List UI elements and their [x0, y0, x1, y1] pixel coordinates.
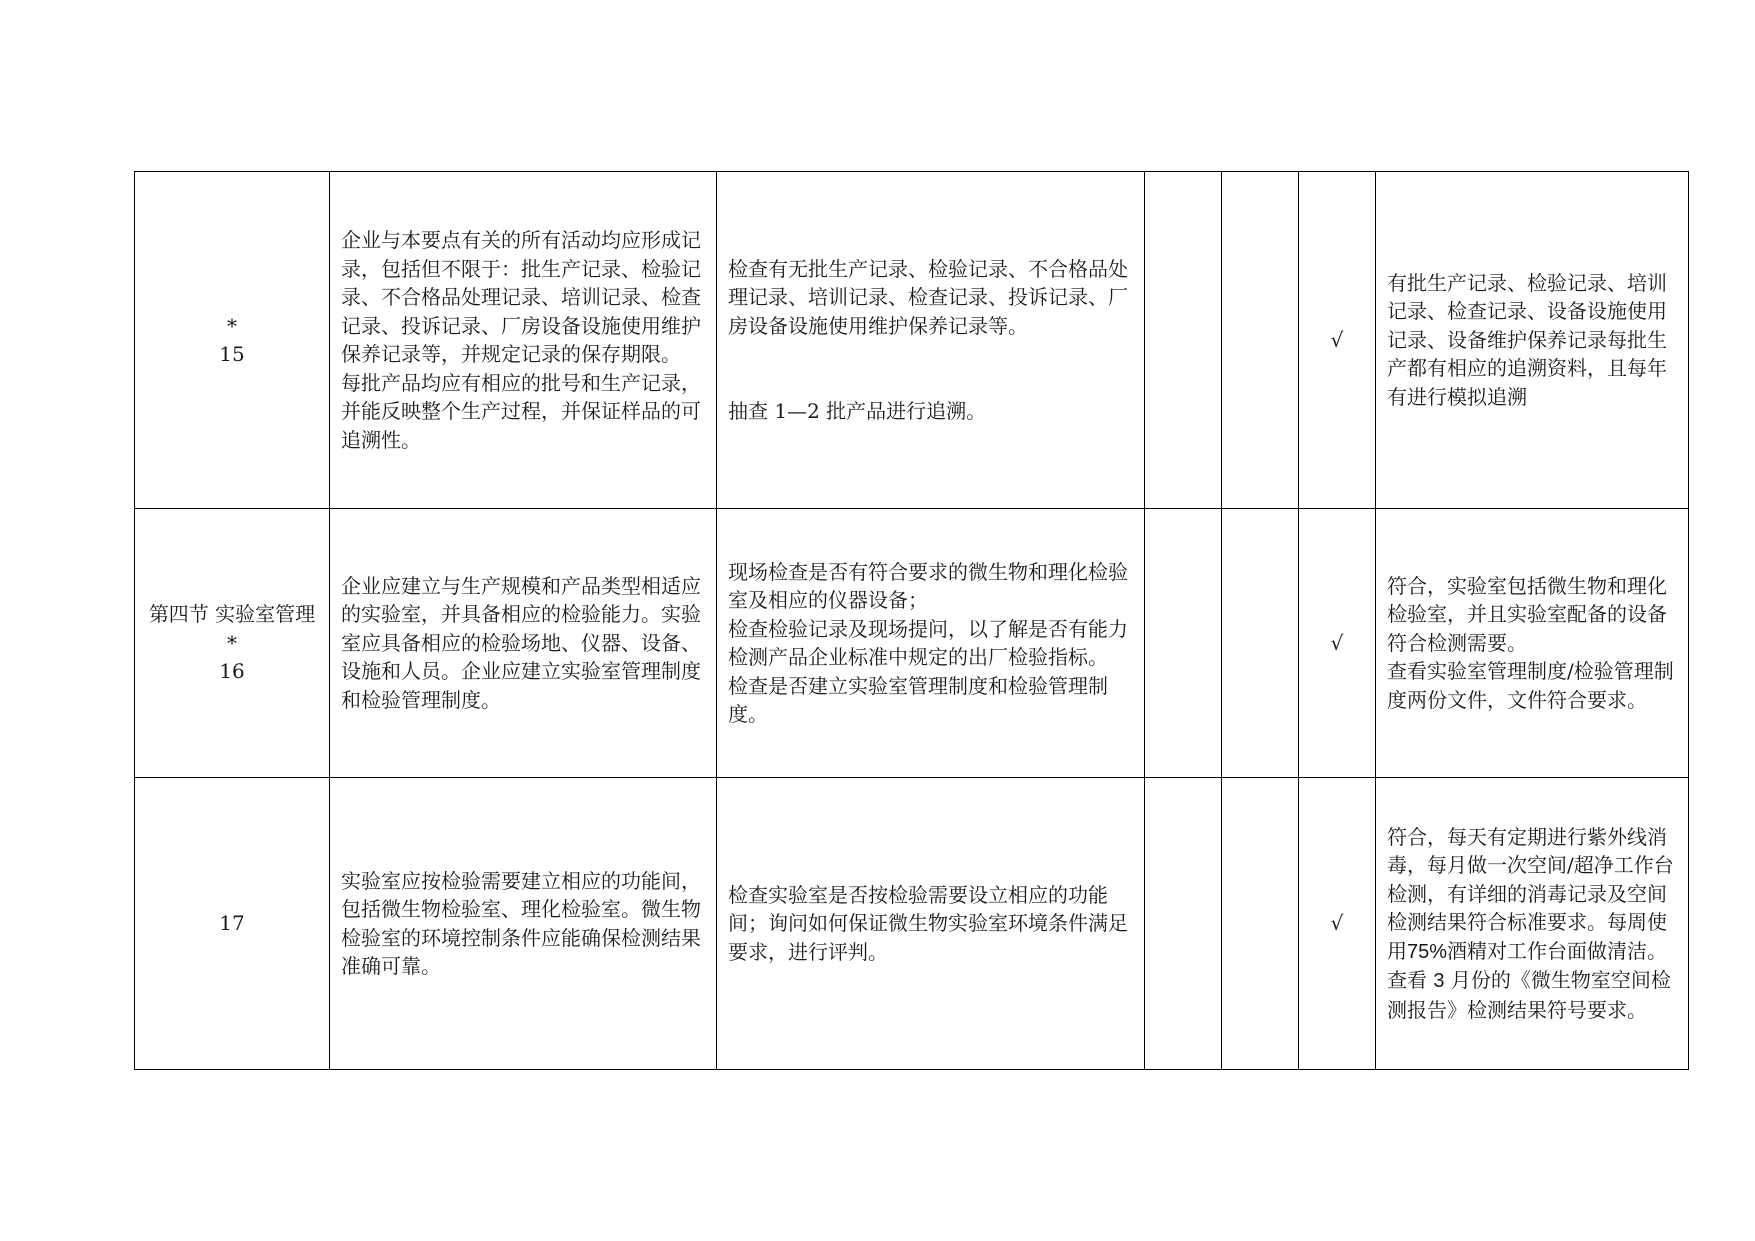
requirement-cell — [330, 778, 717, 1070]
blank-cell — [1222, 778, 1299, 1070]
item-marker: * — [227, 630, 237, 655]
result-text: 月份的《微生物室空间检测报告》检测结果符号要求。 — [1387, 968, 1671, 1022]
table-row — [135, 172, 1689, 509]
table-row — [135, 778, 1689, 1070]
requirement-text: 每批产品均应有相应的批号和生产记录，并能反映整个生产过程，并保证样品的可追溯性。 — [341, 370, 701, 452]
item-number: 15 — [219, 342, 245, 366]
method-text: 检查检验记录及现场提问，以了解是否有能力检测产品企业标准中规定的出厂检验指标。 — [728, 616, 1128, 669]
check-mark: √ — [1330, 327, 1344, 352]
result-text: 查看实验室管理制度/检验管理制度两份文件，文件符合要求。 — [1387, 659, 1674, 712]
blank-cell — [1222, 172, 1299, 509]
method-text: 检查有无批生产记录、检验记录、不合格品处理记录、培训记录、检查记录、投诉记录、厂房设备设施使用维护保养记录等。 — [728, 256, 1128, 338]
item-cell — [135, 509, 330, 778]
method-text: 现场检查是否有符合要求的微生物和理化检验室及相应的仪器设备； — [728, 559, 1128, 612]
inspection-table — [134, 171, 1689, 1070]
check-mark: √ — [1330, 911, 1344, 936]
result-text: 酒精对工作台面做清洁。查看 — [1387, 938, 1668, 993]
blank-cell — [1145, 172, 1222, 509]
method-cell — [717, 172, 1145, 509]
result-text: 有批生产记录、检验记录、培训记录、检查记录、设备设施使用记录、设备维护保养记录每批生产都有相应的追溯资料，且每年有进行模拟追溯 — [1387, 270, 1667, 409]
method-cell — [717, 509, 1145, 778]
result-month: 3 — [1433, 970, 1445, 993]
method-cell — [717, 778, 1145, 1070]
requirement-text: 企业应建立与生产规模和产品类型相适应的实验室，并具备相应的检验能力。实验室应具备相应的检验场地、仪器、设备、设施和人员。企业应建立实验室管理制度和检验管理制度。 — [341, 573, 701, 712]
check-mark: √ — [1330, 630, 1344, 655]
table-row — [135, 509, 1689, 778]
check-mark-cell — [1299, 778, 1376, 1070]
item-number: 17 — [219, 911, 245, 936]
item-cell — [135, 778, 330, 1070]
result-cell — [1376, 778, 1689, 1070]
requirement-text: 企业与本要点有关的所有活动均应形成记录，包括但不限于：批生产记录、检验记录、不合格品处理记录、培训记录、检查记录、投诉记录、厂房设备设施使用维护保养记录等，并规定记录的保存期限。 — [341, 228, 701, 366]
requirement-cell — [330, 172, 717, 509]
blank-cell — [1222, 509, 1299, 778]
method-text: 检查实验室是否按检验需要设立相应的功能间；询问如何保证微生物实验室环境条件满足要求，进行评判。 — [728, 882, 1128, 964]
method-text: 检查是否建立实验室管理制度和检验管理制度。 — [728, 673, 1108, 726]
blank-cell — [1145, 509, 1222, 778]
item-number: 16 — [219, 659, 245, 684]
requirement-cell — [330, 509, 717, 778]
item-marker: * — [227, 313, 237, 338]
item-cell — [135, 172, 330, 509]
check-mark-cell — [1299, 172, 1376, 509]
check-mark-cell — [1299, 509, 1376, 778]
result-cell — [1376, 172, 1689, 509]
result-text: 符合，实验室包括微生物和理化检验室，并且实验室配备的设备符合检测需要。 — [1387, 573, 1667, 655]
method-text: 抽查 1—2 批产品进行追溯。 — [728, 399, 987, 423]
requirement-text: 实验室应按检验需要建立相应的功能间，包括微生物检验室、理化检验室。微生物检验室的环境控制条件应能确保检测结果准确可靠。 — [341, 868, 701, 978]
result-text: 符合，每天有定期进行紫外线消毒，每月做一次空间/超净工作台检测，有详细的消毒记录及空间检测结果符合标准要求。每周使用 — [1387, 824, 1674, 963]
result-percentage: 75% — [1407, 940, 1448, 963]
result-cell — [1376, 509, 1689, 778]
blank-cell — [1145, 778, 1222, 1070]
section-title: 第四节 实验室管理 — [148, 602, 316, 627]
